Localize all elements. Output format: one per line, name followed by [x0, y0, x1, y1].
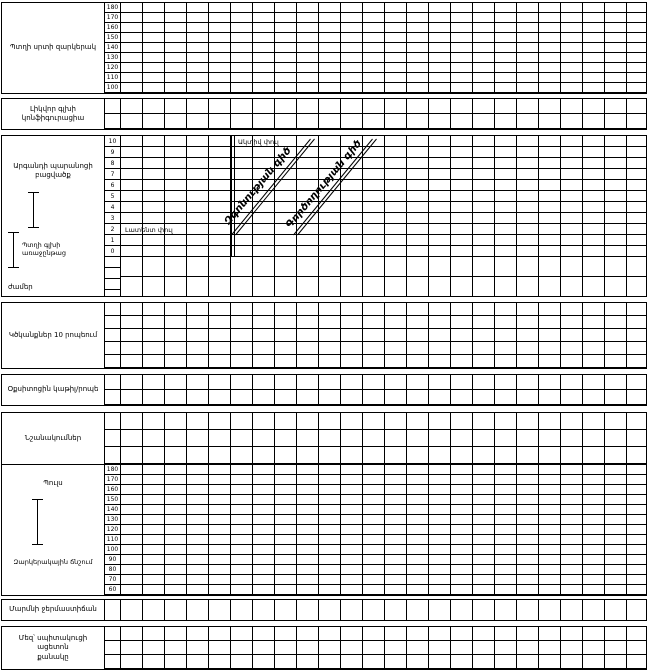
- dilation-scale-value: 2: [110, 226, 115, 233]
- vitals-grid: [121, 465, 646, 595]
- urine-label-cell: [2, 627, 105, 669]
- partograph-plot-area: [121, 136, 646, 257]
- section-liquor-configuration: [1, 98, 647, 130]
- dilation-scale-value: 0: [110, 248, 115, 255]
- dilation-scale-value: 1: [110, 237, 115, 244]
- vitals-scale-value: 180: [106, 466, 119, 473]
- section-urine: [1, 626, 647, 670]
- vitals-scale-value: 160: [106, 486, 119, 493]
- fhr-grid: [121, 3, 646, 93]
- dilation-scale-value: 9: [110, 149, 115, 156]
- liquor-label-cell: [2, 99, 105, 129]
- partograph-grid: [121, 136, 646, 296]
- active-phase-label: Ակտիվ փուլ: [238, 138, 279, 146]
- oxytocin-label: Օքսիտոցին կաթիլ/րոպե: [7, 385, 99, 394]
- vitals-scale-value: 70: [108, 576, 117, 583]
- dilation-marker-icon: [28, 192, 39, 228]
- vitals-scale-value: 130: [106, 516, 119, 523]
- vitals-scale-column: [105, 465, 121, 595]
- section-vitals: [1, 464, 647, 596]
- temperature-grid: [121, 600, 646, 620]
- prescriptions-scale-column: [105, 413, 121, 464]
- contractions-label-cell: [2, 303, 105, 368]
- dilation-scale-value: 8: [110, 160, 115, 167]
- cervical-dilation-label-line2: բացվածք: [35, 171, 71, 180]
- prescriptions-label-cell: [2, 413, 105, 464]
- temperature-scale-column: [105, 600, 121, 620]
- dilation-scale-value: 6: [110, 182, 115, 189]
- prescriptions-label: Նշանակումներ: [24, 433, 82, 442]
- oxytocin-scale-column: [105, 375, 121, 405]
- dilation-scale-value: 10: [108, 138, 117, 145]
- liquor-scale-column: [105, 99, 121, 129]
- urine-scale-column: [105, 627, 121, 669]
- prescriptions-grid: [121, 413, 646, 464]
- fhr-scale-value: 120: [106, 64, 119, 71]
- temperature-label-cell: [2, 600, 105, 620]
- urine-label-line1: Մեզ՝ սպիտակուցի ացետոն: [18, 633, 88, 652]
- fhr-scale-value: 110: [106, 74, 119, 81]
- partograph-lines-overlay: [121, 136, 646, 257]
- vitals-scale-value: 80: [108, 566, 117, 573]
- fhr-scale-value: 100: [106, 84, 119, 91]
- fhr-scale-value: 170: [106, 14, 119, 21]
- fhr-scale-value: 160: [106, 24, 119, 31]
- section-partograph: [1, 135, 647, 297]
- dilation-scale-value: 4: [110, 204, 115, 211]
- section-temperature: [1, 599, 647, 621]
- partograph-label-cell: [2, 136, 105, 296]
- fhr-scale-value: 140: [106, 44, 119, 51]
- vitals-label-cell: [2, 465, 105, 595]
- fetal-heart-rate-label-cell: [2, 3, 105, 93]
- dilation-scale-value: 3: [110, 215, 115, 222]
- contractions-scale-column: [105, 303, 121, 368]
- vitals-scale-value: 150: [106, 496, 119, 503]
- blood-pressure-marker-icon: [32, 499, 43, 545]
- vitals-scale-value: 110: [106, 536, 119, 543]
- head-descent-label: Պտղի գլխի առաջընթաց: [22, 241, 67, 257]
- contractions-grid: [121, 303, 646, 368]
- latent-phase-label: Լատենտ փուլ: [125, 226, 173, 234]
- descent-marker-icon: [8, 232, 19, 268]
- fetal-heart-rate-label: Պտղի սրտի զարկերակ: [9, 43, 97, 52]
- liquor-grid: [121, 99, 646, 129]
- action-line-label: Գործողության գիծ: [284, 138, 365, 231]
- vitals-scale-value: 120: [106, 526, 119, 533]
- alert-line: [236, 139, 315, 235]
- section-contractions: [1, 302, 647, 369]
- vitals-scale-value: 90: [108, 556, 117, 563]
- alert-line-label: Զգոնության գիծ: [222, 145, 294, 228]
- hours-label: ժամեր: [8, 283, 33, 291]
- vitals-scale-value: 140: [106, 506, 119, 513]
- liquor-label-line2: կոնֆիգուրացիա: [21, 114, 85, 122]
- blood-pressure-label: Զարկերակային ճնշում: [13, 558, 93, 566]
- pulse-label: Պուլս: [43, 479, 63, 487]
- contractions-label: Կծկանքներ 10 րոպեում: [8, 330, 98, 339]
- urine-grid: [121, 627, 646, 669]
- section-fetal-heart-rate: [1, 2, 647, 94]
- cervical-dilation-label: [2, 162, 104, 181]
- vitals-scale-value: 60: [108, 586, 117, 593]
- section-prescriptions: [1, 412, 647, 465]
- time-row: [121, 277, 646, 296]
- urine-label-line2: քանակը: [37, 652, 69, 661]
- liquor-label-line1: Լիկվոր գլխի: [30, 104, 76, 113]
- dilation-scale-column: [105, 136, 121, 296]
- hours-row: [121, 257, 646, 277]
- vitals-scale-value: 100: [106, 546, 119, 553]
- action-line: [294, 139, 373, 235]
- temperature-label: Մարմնի ջերմաստիճան: [9, 605, 97, 614]
- fhr-scale-value: 150: [106, 34, 119, 41]
- action-line: [298, 139, 377, 235]
- fhr-scale-column: [105, 3, 121, 93]
- dilation-scale-value: 7: [110, 171, 115, 178]
- oxytocin-grid: [121, 375, 646, 405]
- cervical-dilation-label-line1: Արգանդի պարանոցի: [13, 162, 93, 170]
- oxytocin-label-cell: [2, 375, 105, 405]
- fhr-scale-value: 130: [106, 54, 119, 61]
- fhr-scale-value: 180: [106, 4, 119, 11]
- section-oxytocin: [1, 374, 647, 406]
- dilation-scale-value: 5: [110, 193, 115, 200]
- vitals-scale-value: 170: [106, 476, 119, 483]
